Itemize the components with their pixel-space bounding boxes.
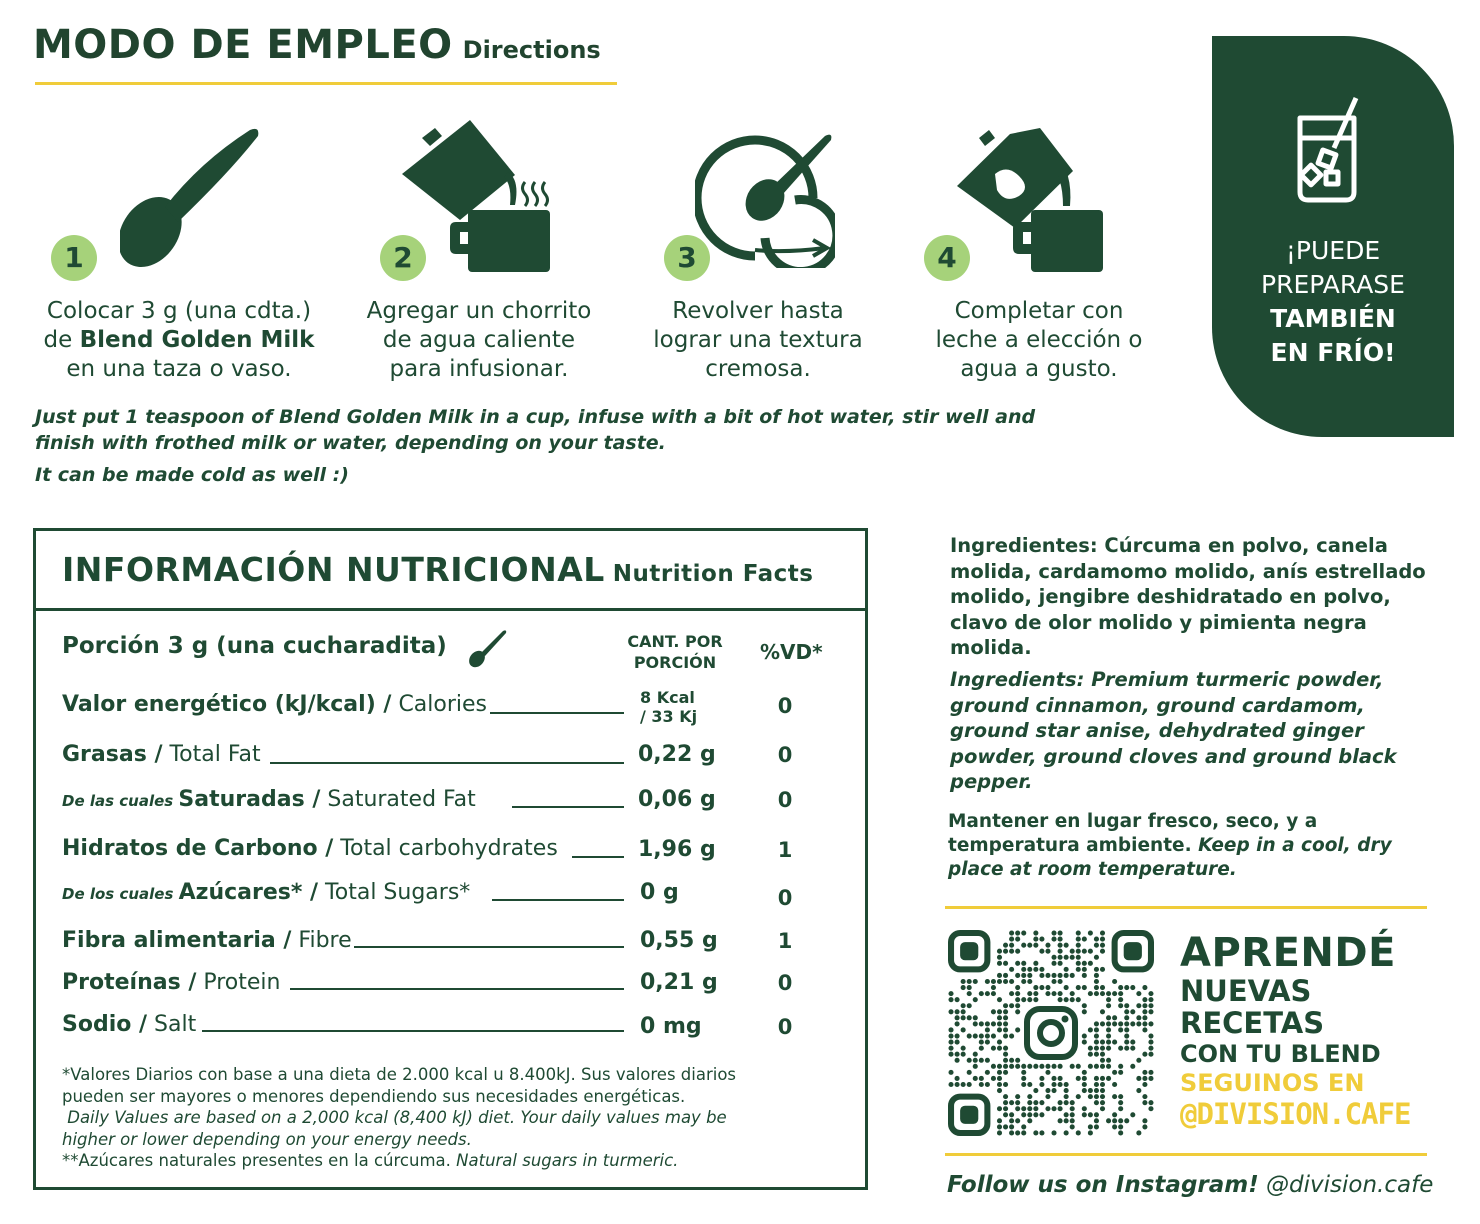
fibre-label-en: Fibre <box>291 928 352 953</box>
col-amount-line2: PORCIÓN <box>633 653 717 672</box>
step-2-number: 2 <box>380 235 426 281</box>
leader-line <box>290 988 624 990</box>
saturated-label-en: Saturated Fat <box>320 787 476 812</box>
col-dv-header: %VD* <box>760 640 823 664</box>
protein-label-es: Proteínas / <box>62 970 197 995</box>
cold-line4: EN FRÍO! <box>1270 338 1396 367</box>
leader-line <box>202 1030 624 1032</box>
step-2-line2: de agua caliente <box>382 327 576 353</box>
title-main: MODO DE EMPLEO <box>33 22 453 68</box>
leader-line <box>572 856 624 858</box>
step-3-line2: lograr una textura <box>653 327 863 353</box>
nutrition-row-energy-label <box>62 692 487 717</box>
title-underline <box>35 82 617 85</box>
stirring-spoon-icon <box>695 128 835 268</box>
nutrition-title-main: INFORMACIÓN NUTRICIONAL <box>62 550 605 589</box>
footnote-line5-en: Natural sugars in turmeric. <box>456 1151 679 1170</box>
step-4-line3: agua a gusto. <box>960 356 1118 382</box>
fat-label-en: Total Fat <box>162 742 261 767</box>
spoon-icon <box>120 122 270 272</box>
nutrition-footnotes <box>62 1064 822 1172</box>
english-directions-line1: Just put 1 teaspoon of Blend Golden Milk in a cup, infuse with a bit of hot water, stir well and <box>35 406 1036 428</box>
step-1-line2 <box>24 326 334 355</box>
promo-top-rule <box>945 906 1427 909</box>
step-1-line2-bold: Blend Golden Milk <box>79 327 315 353</box>
english-directions-line2: finish with frothed milk or water, depending on your taste. <box>35 432 666 454</box>
footnote-line3: Daily Values are based on a 2,000 kcal (8,400 kJ) diet. Your daily values may be <box>62 1108 727 1127</box>
protein-dv: 0 <box>777 971 793 995</box>
promo-bottom-rule <box>945 1153 1427 1156</box>
col-amount-line1: CANT. POR <box>627 632 723 651</box>
nutrition-row-sugars-label <box>62 880 470 905</box>
instagram-handle-link[interactable]: @DIVISION.CAFE <box>1180 1097 1411 1131</box>
leader-line <box>512 806 624 808</box>
english-directions-line3: It can be made cold as well :) <box>35 464 349 486</box>
follow-bold: Follow us on Instagram! <box>947 1172 1259 1198</box>
nutrition-divider <box>33 608 868 611</box>
nutrition-row-saturated-label <box>62 787 476 812</box>
step-1-text <box>24 297 334 384</box>
step-4-line2: leche a elección o <box>935 327 1143 353</box>
footnote-line1: *Valores Diarios con base a una dieta de 2.000 kcal u 8.400kJ. Sus valores diarios <box>62 1065 737 1084</box>
milk-carton-pouring-icon <box>955 116 1110 276</box>
sugars-value: 0 g <box>640 880 679 905</box>
fibre-value: 0,55 g <box>640 928 718 953</box>
qr-finder-pattern <box>951 1097 987 1133</box>
step-1-number: 1 <box>51 235 97 281</box>
promo-line3: RECETAS <box>1180 1006 1325 1040</box>
saturated-dv: 0 <box>777 788 793 812</box>
leader-line <box>270 762 624 764</box>
teaspoon-icon <box>468 628 508 668</box>
carbs-label-es: Hidratos de Carbono / <box>62 836 334 861</box>
title-sub: Directions <box>462 36 601 64</box>
step-1-line3: en una taza o vaso. <box>66 356 292 382</box>
energy-label-en: Calories <box>391 692 488 717</box>
step-2-line1: Agregar un chorrito <box>366 298 592 324</box>
sugars-dv: 0 <box>777 886 793 910</box>
step-3-number: 3 <box>664 235 710 281</box>
step-1-line1: Colocar 3 g (una cdta.) <box>46 298 312 324</box>
cold-panel-text <box>1212 234 1454 370</box>
step-4-text <box>884 297 1194 384</box>
saturated-prefix: De las cuales <box>62 792 179 810</box>
promo-line2: NUEVAS <box>1180 974 1312 1008</box>
step-1-line2-pre: de <box>43 327 80 353</box>
energy-label-es: Valor energético (kJ/kcal) / <box>62 692 392 717</box>
promo-line4: CON TU BLEND <box>1180 1040 1381 1068</box>
salt-label-en: Salt <box>147 1012 197 1037</box>
carbs-dv: 1 <box>777 838 793 862</box>
nutrition-title <box>62 550 813 589</box>
promo-line1: APRENDÉ <box>1180 930 1396 976</box>
storage-en: Keep in a cool, dry place at room temperature. <box>948 835 1392 880</box>
leader-line <box>354 946 624 948</box>
energy-value-kcal: 8 Kcal <box>640 688 695 707</box>
energy-value-kj: / 33 Kj <box>640 707 698 726</box>
storage-es: Mantener en lugar fresco, seco, y a temperatura ambiente. <box>948 811 1318 856</box>
sugars-label-es: Azúcares* / <box>178 880 319 905</box>
iced-drink-icon <box>1290 96 1370 206</box>
salt-value: 0 mg <box>640 1014 702 1039</box>
carbs-label-en: Total carbohydrates <box>333 836 558 861</box>
step-3-text <box>603 297 913 384</box>
step-3-line1: Revolver hasta <box>672 298 844 324</box>
step-3-line3: cremosa. <box>705 356 811 382</box>
leader-line <box>490 712 624 714</box>
nutrition-row-fat-label <box>62 742 261 767</box>
step-2-text <box>324 297 634 384</box>
salt-dv: 0 <box>777 1015 793 1039</box>
step-4-number: 4 <box>924 235 970 281</box>
sugars-label-en: Total Sugars* <box>318 880 471 905</box>
footnote-line2: pueden ser mayores o menores dependiendo sus necesidades energéticas. <box>62 1086 686 1106</box>
nutrition-title-sub: Nutrition Facts <box>612 561 814 587</box>
ingredients-en <box>950 667 1440 795</box>
fibre-dv: 1 <box>777 929 793 953</box>
footnote-line4: higher or lower depending on your energy needs. <box>62 1129 472 1149</box>
page-title <box>33 22 601 68</box>
cold-line2: PREPARASE <box>1261 270 1405 299</box>
nutrition-row-fibre-label <box>62 928 352 953</box>
nutrition-row-salt-label <box>62 1012 196 1037</box>
instagram-icon <box>1022 1004 1080 1062</box>
follow-instagram <box>947 1172 1433 1198</box>
ingredients-label: Ingredientes: <box>950 534 1098 557</box>
energy-value <box>640 688 697 726</box>
cold-line3: TAMBIÉN <box>1270 304 1396 333</box>
footnote-line5-es: **Azúcares naturales presentes en la cúrcuma. <box>62 1151 457 1170</box>
step-4-line1: Completar con <box>954 298 1124 324</box>
ingredients-text-es: Cúrcuma en polvo, canela molida, cardamomo molido, anís estrellado molido, jengibre deshidratado en polvo, clavo de olor molido y pimienta negra molida. <box>950 534 1426 659</box>
ingredients-es <box>950 533 1440 661</box>
energy-dv: 0 <box>777 694 793 718</box>
fat-dv: 0 <box>777 743 793 767</box>
qr-finder-pattern <box>951 933 987 969</box>
nutrition-row-carbs-label <box>62 836 558 861</box>
saturated-label-es: Saturadas / <box>178 787 321 812</box>
step-2-line3: para infusionar. <box>389 356 569 382</box>
salt-label-es: Sodio / <box>62 1012 148 1037</box>
portion-label: Porción 3 g (una cucharadita) <box>62 633 447 659</box>
protein-label-en: Protein <box>196 970 281 995</box>
fibre-label-es: Fibra alimentaria / <box>62 928 292 953</box>
sugars-prefix: De los cuales <box>62 885 179 903</box>
fat-value: 0,22 g <box>638 742 716 767</box>
carbs-value: 1,96 g <box>638 837 716 862</box>
ingredients-text-en: Ingredients: Premium turmeric powder, ground cinnamon, ground cardamom, ground star anise, dehydrated ginger powder, ground cloves and ground black pepper. <box>950 668 1397 793</box>
storage-text <box>948 810 1438 882</box>
footnote-line5 <box>62 1150 822 1172</box>
protein-value: 0,21 g <box>640 970 718 995</box>
cold-line1: ¡PUEDE <box>1285 236 1381 265</box>
qr-finder-pattern <box>1115 933 1151 969</box>
saturated-value: 0,06 g <box>638 787 716 812</box>
fat-label-es: Grasas / <box>62 742 163 767</box>
col-amount-header <box>615 631 735 673</box>
promo-line5: SEGUINOS EN <box>1180 1069 1365 1097</box>
leader-line <box>492 899 624 901</box>
nutrition-row-protein-label <box>62 970 281 995</box>
follow-handle[interactable]: @division.cafe <box>1258 1172 1434 1198</box>
